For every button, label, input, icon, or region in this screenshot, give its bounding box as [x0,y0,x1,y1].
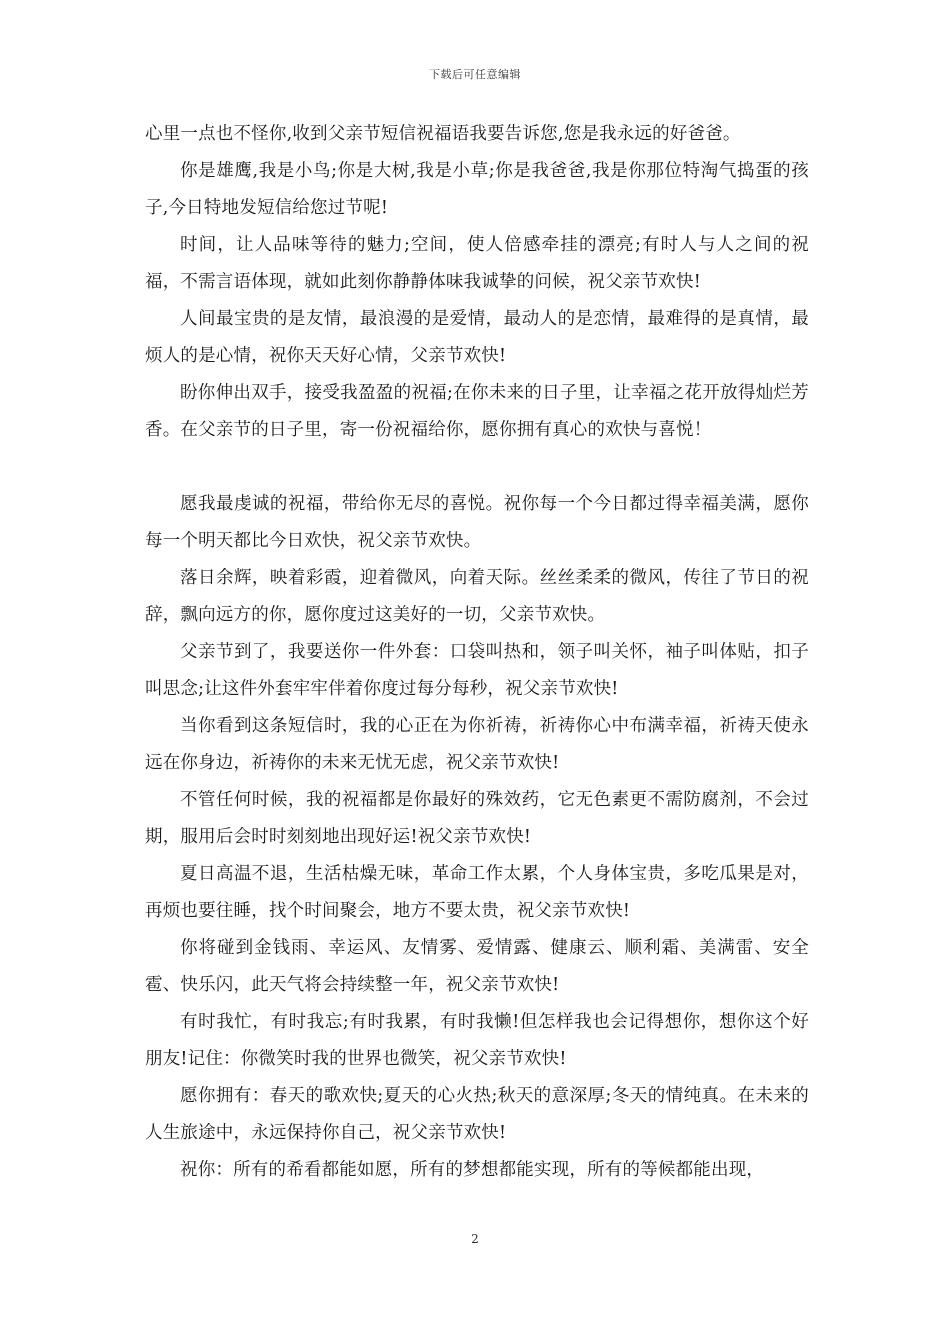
paragraph-9: 当你看到这条短信时，我的心正在为你祈祷，祈祷你心中布满幸福，祈祷天使永远在你身边，祈祷你的未来无忧无虑，祝父亲节欢快! [145,716,809,773]
page-number: 2 [471,1232,479,1246]
paragraph-5: 盼你伸出双手，接受我盈盈的祝福;在你未来的日子里，让幸福之花开放得灿烂芳香。在父亲节的日子里，寄一份祝福给你，愿你拥有真心的欢快与喜悦！ [145,383,809,440]
paragraph-2: 你是雄鹰,我是小鸟;你是大树,我是小草;你是我爸爸,我是你那位特淘气捣蛋的孩子,今日特地发短信给您过节呢! [145,161,809,218]
blank-line [145,449,809,486]
page-header: 下载后可任意编辑 [429,68,521,81]
paragraph-14: 愿你拥有：春天的歌欢快;夏天的心火热;秋天的意深厚;冬天的情纯真。在未来的人生旅途中，永远保持你自己，祝父亲节欢快! [145,1086,809,1143]
document-body [145,116,809,1189]
paragraph-10: 不管任何时候，我的祝福都是你最好的殊效药，它无色素更不需防腐剂，不会过期，服用后会时时刻刻地出现好运!祝父亲节欢快! [145,790,809,847]
paragraph-11: 夏日高温不退，生活枯燥无味，革命工作太累，个人身体宝贵，多吃瓜果是对，再烦也要往睡，找个时间聚会，地方不要太贵，祝父亲节欢快! [145,864,809,921]
paragraph-3: 时间，让人品味等待的魅力;空间，使人倍感牵挂的漂亮;有时人与人之间的祝福，不需言语体现，就如此刻你静静体味我诚挚的问候，祝父亲节欢快! [145,235,809,292]
paragraph-13: 有时我忙，有时我忘;有时我累，有时我懒!但怎样我也会记得想你，想你这个好朋友!记住：你微笑时我的世界也微笑，祝父亲节欢快! [145,1012,809,1069]
paragraph-12: 你将碰到金钱雨、幸运风、友情雾、爱情露、健康云、顺利霜、美满雷、安全雹、快乐闪，此天气将会持续整一年，祝父亲节欢快! [145,938,809,995]
paragraph-15: 祝你：所有的希看都能如愿，所有的梦想都能实现，所有的等候都能出现， [180,1160,765,1180]
paragraph-6: 愿我最虔诚的祝福，带给你无尽的喜悦。祝你每一个今日都过得幸福美满，愿你每一个明天都比今日欢快，祝父亲节欢快。 [145,494,809,551]
paragraph-1: 心里一点也不怪你,收到父亲节短信祝福语我要告诉您,您是我永远的好爸爸。 [145,124,741,144]
paragraph-7: 落日余辉，映着彩霞，迎着微风，向着天际。丝丝柔柔的微风，传往了节日的祝辞，飘向远方的你，愿你度过这美好的一切，父亲节欢快。 [145,568,809,625]
paragraph-8: 父亲节到了，我要送你一件外套：口袋叫热和，领子叫关怀，袖子叫体贴，扣子叫思念;让这件外套牢牢伴着你度过每分每秒，祝父亲节欢快! [145,642,809,699]
paragraph-4: 人间最宝贵的是友情，最浪漫的是爱情，最动人的是恋情，最难得的是真情，最烦人的是心情，祝你天天好心情，父亲节欢快! [145,309,809,366]
